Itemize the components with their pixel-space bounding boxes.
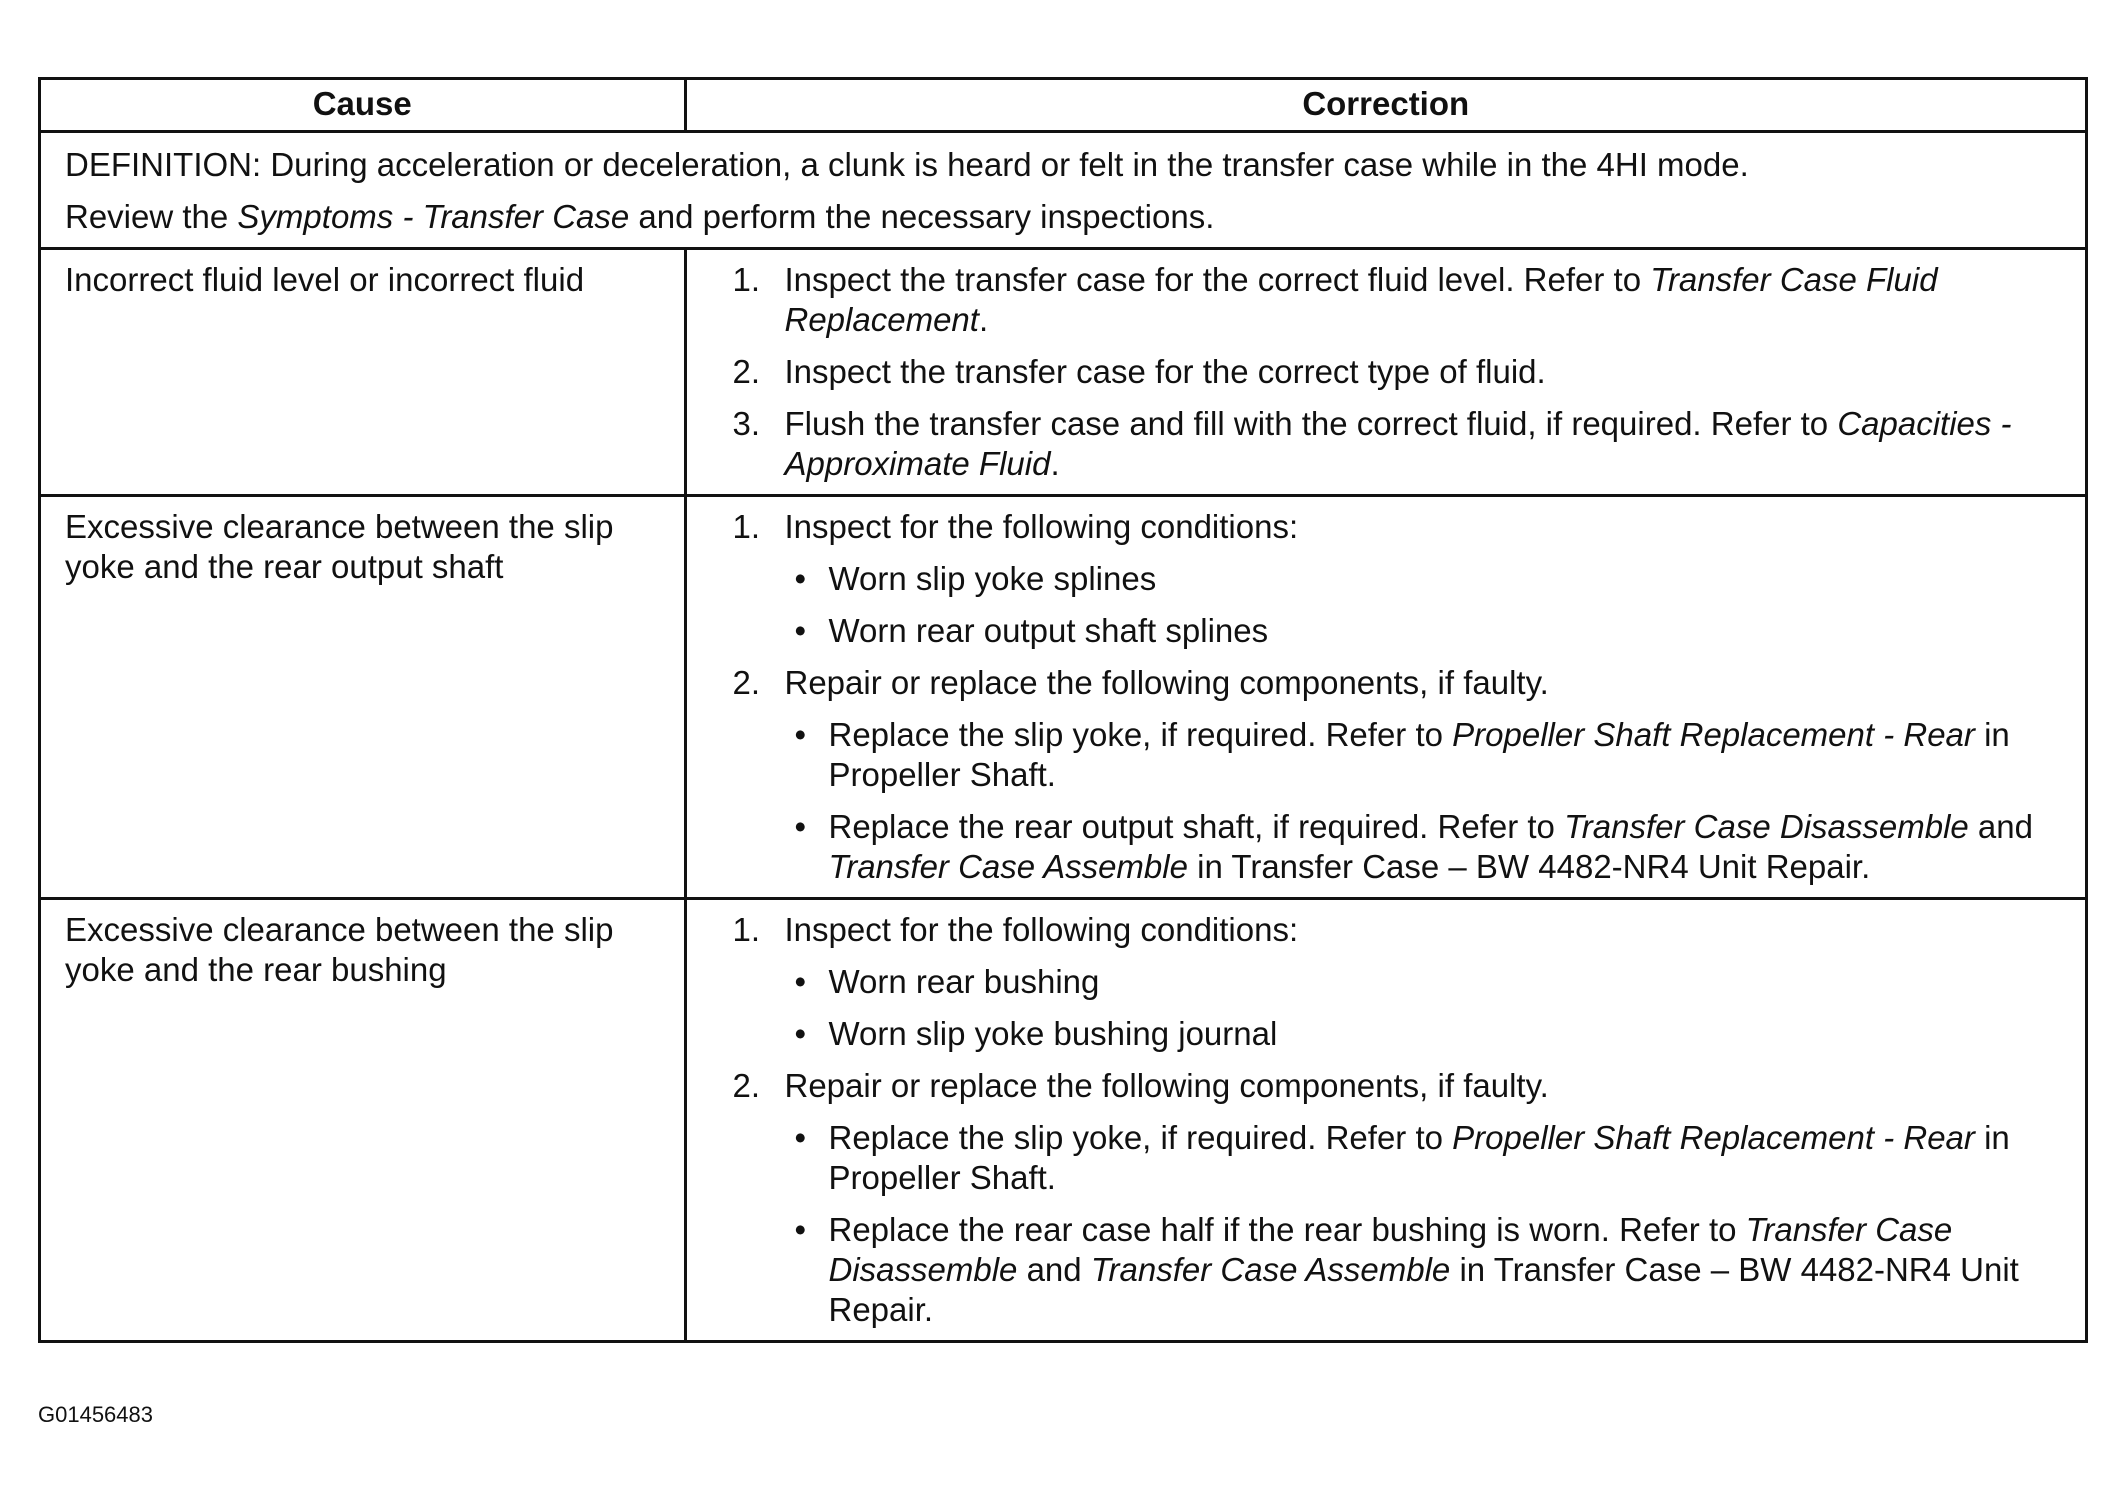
step-text (785, 404, 2072, 484)
reference-link-text: Transfer Case Fluid Replacement (784, 261, 1938, 338)
text-segment: Flush the transfer case and fill with the correct fluid, if required. Refer to (784, 405, 1838, 442)
text-segment: and (1017, 1251, 1091, 1288)
text-segment: in Propeller Shaft. (828, 1119, 2010, 1196)
bullet-text (829, 1118, 2072, 1198)
bullet-text (829, 1014, 2072, 1054)
bullet-item (785, 1118, 2072, 1198)
definition-cell (41, 132, 2085, 249)
step-text (785, 910, 2072, 1054)
table-row (41, 899, 2085, 1341)
bullet-dot-icon: • (794, 1211, 807, 1248)
bullet-text (829, 559, 2072, 599)
bullet-text (829, 715, 2072, 795)
bullet-list (785, 715, 2072, 887)
step-text (785, 352, 2072, 392)
bullet-dot-icon: • (794, 1119, 807, 1156)
bullet-dot-icon: • (794, 560, 807, 597)
correction-cell (685, 249, 2085, 496)
bullet-text (829, 807, 2072, 887)
correction-step (733, 910, 2072, 1054)
bullet-item (785, 807, 2072, 887)
text-segment: Worn slip yoke bushing journal (828, 1015, 1278, 1052)
reference-link-text: Transfer Case Assemble (1090, 1251, 1451, 1288)
bullet-text (829, 1210, 2072, 1330)
correction-step (733, 352, 2072, 392)
bullet-item (785, 962, 2072, 1002)
bullet-dot-icon: • (794, 963, 807, 1000)
review-instruction (65, 197, 2061, 237)
text-segment: Worn rear bushing (828, 963, 1100, 1000)
step-number: 2. (732, 1067, 761, 1104)
bullet-item (785, 1014, 2072, 1054)
definition-text: DEFINITION: During acceleration or deceleration, a clunk is heard or felt in the transfer case while in the 4HI mode. (65, 146, 1749, 183)
text-segment: Worn slip yoke splines (828, 560, 1157, 597)
text-segment: Inspect the transfer case for the correct type of fluid. (784, 353, 1546, 390)
table-row (41, 496, 2085, 899)
text-segment: Replace the rear case half if the rear bushing is worn. Refer to (828, 1211, 1746, 1248)
correction-step (733, 663, 2072, 887)
step-text (785, 1066, 2072, 1330)
bullet-dot-icon: • (794, 808, 807, 845)
text-segment: Replace the slip yoke, if required. Refer to (828, 716, 1453, 753)
step-number: 2. (732, 353, 761, 390)
bullet-dot-icon: • (794, 1015, 807, 1052)
cause-column-header: Cause (41, 80, 685, 132)
step-text (785, 507, 2072, 651)
table-row (41, 249, 2085, 496)
bullet-item (785, 611, 2072, 651)
text-segment: Inspect for the following conditions: (784, 508, 1299, 545)
figure-id: G01456483 (38, 1402, 153, 1427)
text-segment: Repair or replace the following components, if faulty. (784, 1067, 1549, 1104)
text-segment: Repair or replace the following components, if faulty. (784, 664, 1549, 701)
step-text (785, 663, 2072, 887)
definition-row (41, 132, 2085, 249)
reference-link-text: Transfer Case Disassemble (828, 1211, 1953, 1288)
reference-link-text: Transfer Case Assemble (828, 848, 1188, 885)
text-segment: Inspect the transfer case for the correct fluid level. Refer to (784, 261, 1651, 298)
cause-cell: Excessive clearance between the slip yoke and the rear bushing (41, 899, 685, 1341)
text-segment: Replace the slip yoke, if required. Refer to (828, 1119, 1453, 1156)
diagnostic-table-frame (38, 77, 2088, 1343)
text-segment: in Transfer Case – BW 4482-NR4 Unit Repair. (1187, 848, 1871, 885)
text-segment: Worn rear output shaft splines (828, 612, 1269, 649)
bullet-list (785, 1118, 2072, 1330)
reference-link-text: Propeller Shaft Replacement - Rear (1452, 1119, 1975, 1156)
correction-cell (685, 899, 2085, 1341)
review-suffix: and perform the necessary inspections. (629, 198, 1215, 235)
diagnostic-table (41, 80, 2085, 1340)
bullet-item (785, 1210, 2072, 1330)
correction-cell (685, 496, 2085, 899)
correction-column-header: Correction (685, 80, 2085, 132)
review-reference: Symptoms - Transfer Case (237, 198, 630, 235)
step-number: 1. (732, 911, 761, 948)
step-number: 1. (732, 261, 761, 298)
text-segment: and (1968, 808, 2033, 845)
bullet-text (829, 962, 2072, 1002)
bullet-item (785, 559, 2072, 599)
bullet-item (785, 715, 2072, 795)
cause-cell: Excessive clearance between the slip yoke and the rear output shaft (41, 496, 685, 899)
text-segment: in Transfer Case – BW 4482-NR4 Unit Repair. (828, 1251, 2019, 1328)
cause-cell: Incorrect fluid level or incorrect fluid (41, 249, 685, 496)
correction-step (733, 507, 2072, 651)
text-segment: Replace the rear output shaft, if required. Refer to (828, 808, 1565, 845)
reference-link-text: Capacities - Approximate Fluid (784, 405, 2012, 482)
text-segment: . (1050, 445, 1060, 482)
correction-step (733, 1066, 2072, 1330)
text-segment: . (978, 301, 989, 338)
bullet-list (785, 559, 2072, 651)
step-number: 2. (732, 664, 761, 701)
text-segment: in Propeller Shaft. (828, 716, 2010, 793)
bullet-list (785, 962, 2072, 1054)
review-prefix: Review the (65, 198, 238, 235)
correction-step (733, 404, 2072, 484)
bullet-dot-icon: • (794, 612, 807, 649)
text-segment: Inspect for the following conditions: (784, 911, 1299, 948)
correction-step (733, 260, 2072, 340)
reference-link-text: Propeller Shaft Replacement - Rear (1452, 716, 1975, 753)
table-header-row (41, 80, 2085, 132)
bullet-text (829, 611, 2072, 651)
step-number: 1. (732, 508, 761, 545)
reference-link-text: Transfer Case Disassemble (1564, 808, 1969, 845)
step-number: 3. (732, 405, 761, 442)
bullet-dot-icon: • (794, 716, 807, 753)
step-text (785, 260, 2072, 340)
